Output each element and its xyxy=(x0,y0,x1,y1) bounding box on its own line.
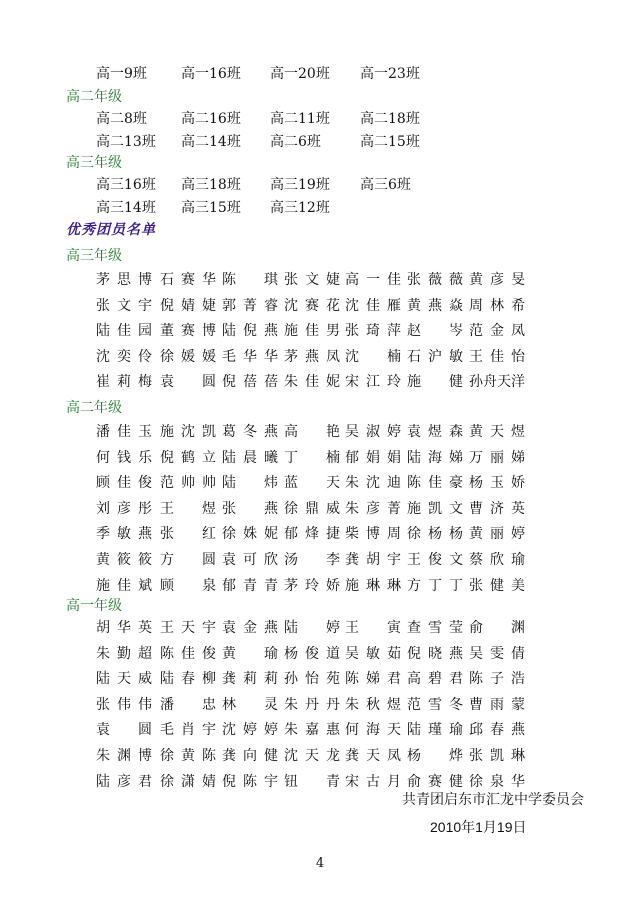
member-name: 沈赛花 xyxy=(284,298,340,314)
class-item: 高二11班 xyxy=(270,111,330,127)
member-name: 倪陈宇 xyxy=(222,774,278,790)
member-name: 朱勤超 xyxy=(96,646,152,662)
member-name: 徐潇婧 xyxy=(160,774,216,790)
member-name: 陆炜 xyxy=(222,475,278,491)
member-name: 俞渊 xyxy=(469,620,525,636)
member-name: 曹济英 xyxy=(469,501,525,517)
member-name: 陈佳豪 xyxy=(407,475,463,491)
member-name: 查雪莹 xyxy=(407,620,463,636)
member-name: 崔莉梅 xyxy=(96,374,152,390)
member-name: 范雪冬 xyxy=(407,697,463,713)
member-name: 徐泉华 xyxy=(469,774,525,790)
member-name: 范金凤 xyxy=(469,323,525,339)
member-name: 杨烨 xyxy=(407,748,463,764)
class-item: 高一16班 xyxy=(181,66,241,82)
member-name: 倪蓓蓓 xyxy=(222,374,278,390)
member-name: 张燕 xyxy=(222,501,278,517)
member-name: 顾泉 xyxy=(160,578,216,594)
class-item: 高三16班 xyxy=(96,177,156,193)
class-item: 高二6班 xyxy=(270,134,321,150)
member-name: 万丽娣 xyxy=(469,450,525,466)
member-name: 徐黄陈 xyxy=(160,748,216,764)
member-name: 袁圆 xyxy=(96,722,152,738)
member-name: 倪鹤立 xyxy=(160,450,216,466)
member-name: 葛冬燕 xyxy=(222,424,278,440)
member-name: 茅燕凤 xyxy=(284,349,340,365)
member-name: 蔡欣瑜 xyxy=(469,552,525,568)
member-name: 黄筱筱 xyxy=(96,552,152,568)
member-name: 范帅帅 xyxy=(160,475,216,491)
issuing-organization: 共青团启东市汇龙中学委员会 xyxy=(402,792,584,808)
class-item: 高二18班 xyxy=(360,111,420,127)
class-item: 高二16班 xyxy=(181,111,241,127)
member-name: 龚莉莉 xyxy=(222,671,278,687)
member-name: 张文宇 xyxy=(96,298,152,314)
class-item: 高三12班 xyxy=(270,200,330,216)
member-name: 高艳 xyxy=(284,424,340,440)
class-item: 高一9班 xyxy=(96,66,147,82)
member-name: 朱丹丹 xyxy=(284,697,340,713)
member-name: 黄燕焱 xyxy=(407,298,463,314)
class-item: 高一23班 xyxy=(360,66,420,82)
class-item: 高三15班 xyxy=(181,200,241,216)
class-item: 高三18班 xyxy=(181,177,241,193)
member-name: 朱佳妮 xyxy=(284,374,340,390)
issue-date: 2010年1月19日 xyxy=(430,819,527,835)
member-name: 陈佳俊 xyxy=(160,646,216,662)
member-name: 毛华华 xyxy=(222,349,278,365)
member-name: 刘彦彤 xyxy=(96,501,152,517)
member-name: 沈奕伶 xyxy=(96,349,152,365)
member-name: 邱春燕 xyxy=(469,722,525,738)
member-name: 陆彦君 xyxy=(96,774,152,790)
member-name: 潘忠 xyxy=(160,697,216,713)
member-name: 张凯琳 xyxy=(469,748,525,764)
member-name: 王寅 xyxy=(345,620,401,636)
member-name: 吴敏茹 xyxy=(345,646,401,662)
member-name: 顾佳俊 xyxy=(96,475,152,491)
member-name: 倪晓燕 xyxy=(407,646,463,662)
member-name: 张文婕 xyxy=(284,272,340,288)
member-name: 郁娟娟 xyxy=(345,450,401,466)
member-name: 朱嘉惠 xyxy=(284,722,340,738)
member-name: 张健美 xyxy=(469,578,525,594)
member-name: 石赛华 xyxy=(160,272,216,288)
member-name: 陆天威 xyxy=(96,671,152,687)
member-name: 黄天煜 xyxy=(469,424,525,440)
member-name: 沈天龙 xyxy=(284,748,340,764)
member-name: 朱沈迪 xyxy=(345,475,401,491)
member-name: 沈婷婷 xyxy=(222,722,278,738)
member-name: 王天宇 xyxy=(160,620,216,636)
member-name: 袁圆 xyxy=(160,374,216,390)
member-name: 董赛博 xyxy=(160,323,216,339)
member-name: 沈楠 xyxy=(345,349,401,365)
member-name: 方圆 xyxy=(160,552,216,568)
member-name: 龚胡宇 xyxy=(345,552,401,568)
member-name: 杨玉娇 xyxy=(469,475,525,491)
member-name: 张伟伟 xyxy=(96,697,152,713)
member-name: 孙怡苑 xyxy=(284,671,340,687)
member-name: 茅思博 xyxy=(96,272,152,288)
member-name: 茅玲娇 xyxy=(284,578,340,594)
member-name: 钮青 xyxy=(284,774,340,790)
class-item: 高三6班 xyxy=(360,177,411,193)
member-name: 柴博周 xyxy=(345,526,401,542)
member-name: 吴淑婷 xyxy=(345,424,401,440)
member-name: 宋古月 xyxy=(345,774,401,790)
member-name: 袁可欣 xyxy=(222,552,278,568)
member-name: 郁烽捷 xyxy=(284,526,340,542)
page-number: 4 xyxy=(315,856,325,871)
class-item: 高二15班 xyxy=(360,134,420,150)
class-item: 高二8班 xyxy=(96,111,147,127)
member-name: 沈佳雁 xyxy=(345,298,401,314)
member-name: 施凯文 xyxy=(407,501,463,517)
member-name: 徐姝妮 xyxy=(222,526,278,542)
member-name: 陆海娣 xyxy=(407,450,463,466)
member-name: 黄彦旻 xyxy=(469,272,525,288)
member-name: 徐媛媛 xyxy=(160,349,216,365)
grade-heading: 高一年级 xyxy=(66,598,122,614)
member-name: 郭菁睿 xyxy=(222,298,278,314)
member-name: 丁楠 xyxy=(284,450,340,466)
member-name: 俞赛健 xyxy=(407,774,463,790)
member-name: 倪婧婕 xyxy=(160,298,216,314)
member-name: 陆佳园 xyxy=(96,323,152,339)
excellent-members-title: 优秀团员名单 xyxy=(66,222,156,238)
member-name: 朱彦菁 xyxy=(345,501,401,517)
member-name: 黄瑜 xyxy=(222,646,278,662)
member-name: 施佳斌 xyxy=(96,578,152,594)
member-name: 石沪敏 xyxy=(407,349,463,365)
member-name: 季敏燕 xyxy=(96,526,152,542)
member-name: 林灵 xyxy=(222,697,278,713)
member-name: 张红 xyxy=(160,526,216,542)
member-name: 黄丽婷 xyxy=(469,526,525,542)
member-name: 郁青青 xyxy=(222,578,278,594)
member-name: 王煜 xyxy=(160,501,216,517)
class-item: 高二14班 xyxy=(181,134,241,150)
member-name: 施健 xyxy=(407,374,463,390)
member-name: 陈娣君 xyxy=(345,671,401,687)
member-name: 宋江玲 xyxy=(345,374,401,390)
member-name: 胡华英 xyxy=(96,620,152,636)
member-name: 曹雨蒙 xyxy=(469,697,525,713)
member-name: 王佳怡 xyxy=(469,349,525,365)
member-name: 吴雯倩 xyxy=(469,646,525,662)
member-name: 施沈凯 xyxy=(160,424,216,440)
member-name: 张琦萍 xyxy=(345,323,401,339)
member-name: 朱渊博 xyxy=(96,748,152,764)
member-name: 方丁丁 xyxy=(407,578,463,594)
member-name: 汤李 xyxy=(284,552,340,568)
class-item: 高一20班 xyxy=(270,66,330,82)
member-name: 高一佳 xyxy=(345,272,401,288)
member-name: 陆瑾瑜 xyxy=(407,722,463,738)
member-name: 陈琪 xyxy=(222,272,278,288)
member-name: 陆婷 xyxy=(284,620,340,636)
member-name: 陆春柳 xyxy=(160,671,216,687)
member-name: 潘佳玉 xyxy=(96,424,152,440)
member-name: 朱秋煜 xyxy=(345,697,401,713)
member-name: 赵岑 xyxy=(407,323,463,339)
member-name: 张薇薇 xyxy=(407,272,463,288)
class-item: 高二13班 xyxy=(96,134,156,150)
member-name: 陆晨曦 xyxy=(222,450,278,466)
member-name: 孙舟天洋 xyxy=(469,374,525,390)
member-name: 施佳男 xyxy=(284,323,340,339)
member-name: 高碧君 xyxy=(407,671,463,687)
grade-heading: 高三年级 xyxy=(66,248,122,264)
member-name: 龚天凤 xyxy=(345,748,401,764)
grade-heading: 高二年级 xyxy=(66,89,122,105)
member-name: 龚向健 xyxy=(222,748,278,764)
member-name: 毛肖宇 xyxy=(160,722,216,738)
member-name: 王俊文 xyxy=(407,552,463,568)
grade-heading: 高二年级 xyxy=(66,400,122,416)
class-item: 高三19班 xyxy=(270,177,330,193)
member-name: 陆倪燕 xyxy=(222,323,278,339)
member-name: 何钱乐 xyxy=(96,450,152,466)
member-name: 陈子浩 xyxy=(469,671,525,687)
member-name: 杨俊道 xyxy=(284,646,340,662)
member-name: 蓝天 xyxy=(284,475,340,491)
class-item: 高三14班 xyxy=(96,200,156,216)
member-name: 周林希 xyxy=(469,298,525,314)
member-name: 徐鼎威 xyxy=(284,501,340,517)
member-name: 施琳琳 xyxy=(345,578,401,594)
member-name: 徐杨杨 xyxy=(407,526,463,542)
member-name: 袁煜森 xyxy=(407,424,463,440)
member-name: 袁金燕 xyxy=(222,620,278,636)
grade-heading: 高三年级 xyxy=(66,155,122,171)
member-name: 何海天 xyxy=(345,722,401,738)
